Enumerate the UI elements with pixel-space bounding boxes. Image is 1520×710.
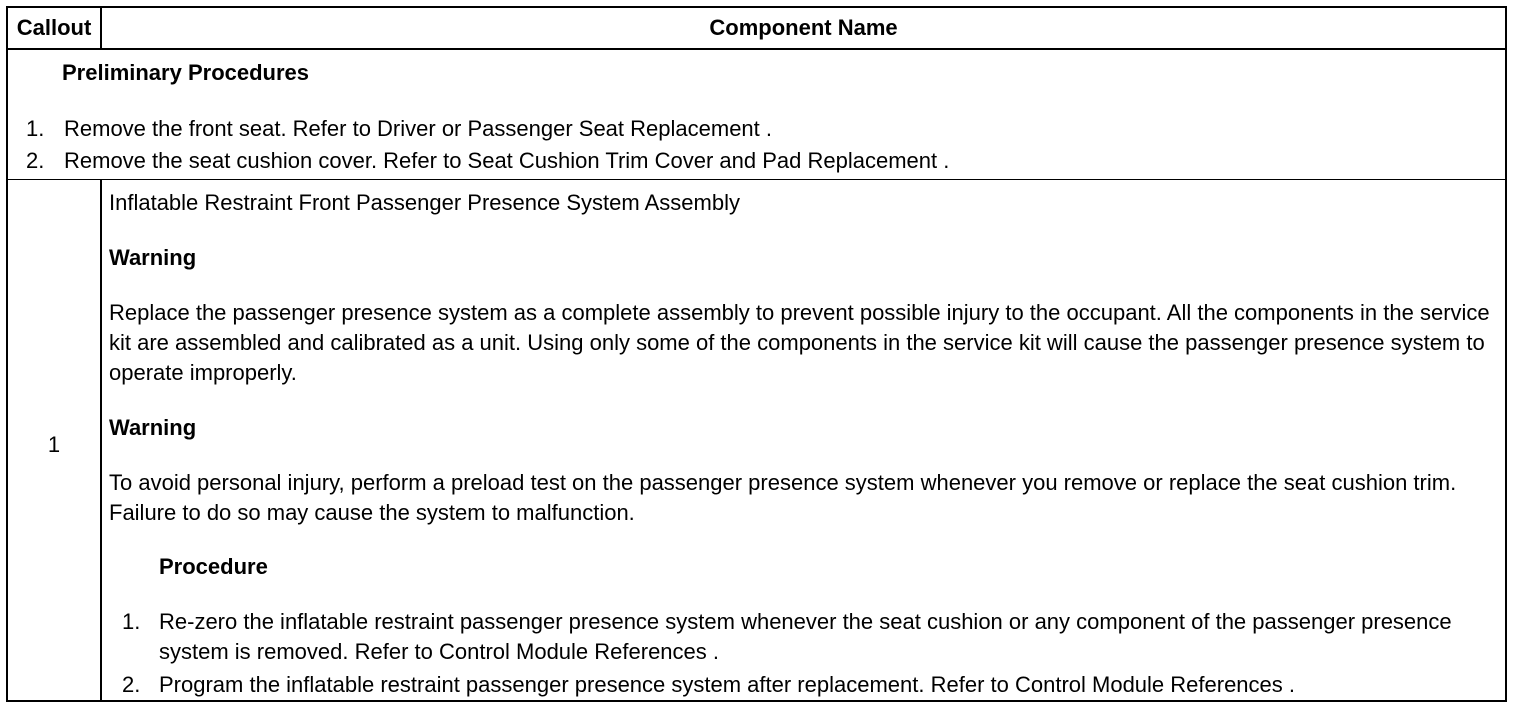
callout-number: 1	[47, 432, 61, 457]
step-number: 2.	[122, 672, 141, 697]
component-table	[6, 6, 1507, 702]
row-callout-cell	[8, 180, 102, 700]
step-number: 1.	[26, 116, 45, 141]
warning-title: Warning	[109, 245, 197, 270]
preliminary-step	[26, 148, 949, 174]
header-component-name: Component Name	[709, 15, 898, 40]
step-text: Program the inflatable restraint passenger presence system after replacement. Refer to Control Module References .	[159, 672, 1295, 697]
warning-text: Replace the passenger presence system as a complete assembly to prevent possible injury to the occupant. All the components in the service kit are assembled and calibrated as a unit. Using only some of the components in the service kit will cause the passenger presence system to operate improperly.	[109, 300, 1490, 385]
procedure-title: Procedure	[159, 554, 268, 579]
warning-text: To avoid personal injury, perform a preload test on the passenger presence system whenever you remove or replace the seat cushion trim. Failure to do so may cause the system to malfunction.	[109, 470, 1457, 525]
warning-title: Warning	[109, 415, 197, 440]
step-text: Remove the front seat. Refer to Driver or Passenger Seat Replacement .	[64, 116, 772, 141]
step-number: 2.	[26, 148, 45, 173]
step-text: Remove the seat cushion cover. Refer to Seat Cushion Trim Cover and Pad Replacement .	[64, 148, 950, 173]
preliminary-title: Preliminary Procedures	[62, 60, 310, 85]
table-header	[8, 8, 1505, 50]
step-number: 1.	[122, 609, 141, 634]
component-name: Inflatable Restraint Front Passenger Presence System Assembly	[109, 190, 740, 215]
step-text: Re-zero the inflatable restraint passenger presence system whenever the seat cushion or any component of the passenger presence system is removed. Refer to Control Module References .	[159, 609, 1452, 664]
procedure-step	[122, 670, 1497, 700]
table-row	[8, 180, 1505, 700]
preliminary-procedures	[8, 50, 1505, 180]
procedure-step	[122, 607, 1497, 667]
header-callout: Callout	[8, 8, 102, 48]
row-component-cell	[102, 180, 1505, 700]
preliminary-step	[26, 116, 772, 142]
